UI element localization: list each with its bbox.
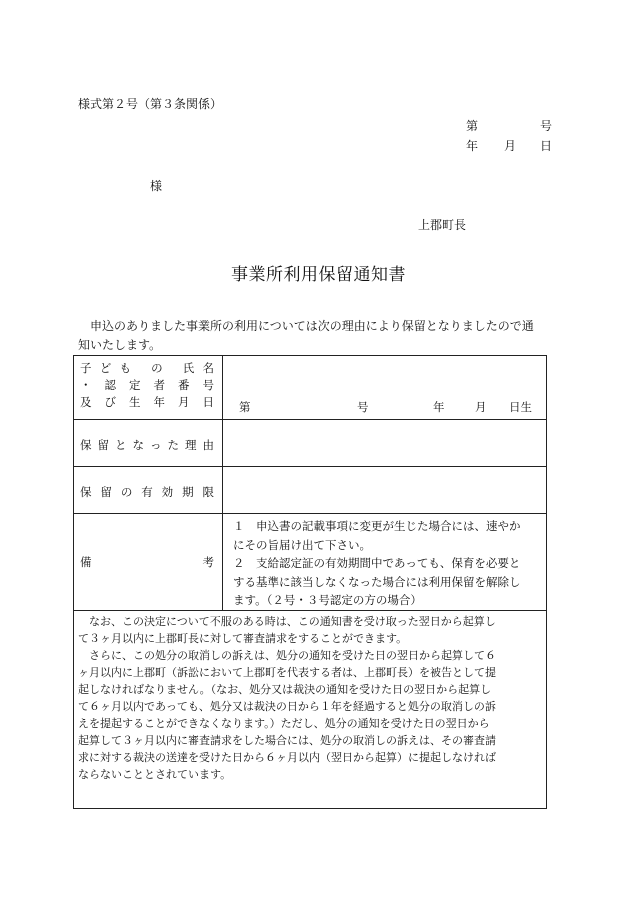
form-number: 様式第２号（第３条関係） xyxy=(78,97,223,111)
remarks-note-line: １ 申込書の記載事項に変更が生じた場合には、速やか xyxy=(233,519,521,533)
reason-field[interactable] xyxy=(223,420,547,467)
remarks-label-cell xyxy=(74,514,223,611)
cert-number-dai: 第 xyxy=(239,400,251,414)
cert-number-label: ・認定者番号 xyxy=(80,378,214,392)
remarks-label-left: 備 xyxy=(80,554,92,569)
appeal-line: ならないこととされています。 xyxy=(78,767,232,781)
table-row-child-info xyxy=(74,356,547,420)
appeal-line: 起算して３ヶ月以内に審査請求をした場合には、処分の取消しの訴えは、その審査請 xyxy=(78,733,496,747)
issuer-name: 上郡町長 xyxy=(418,218,467,232)
birth-year: 年 xyxy=(433,400,445,414)
appeal-line: ヶ月以内に上郡町（訴訟において上郡町を代表する者は、上郡町長）を被告として提 xyxy=(78,665,496,679)
remarks-note-line: ます。（２号・３号認定の方の場合） xyxy=(233,593,422,607)
reason-label-cell xyxy=(74,420,223,467)
addressee-suffix: 様 xyxy=(150,179,163,193)
doc-number-go: 号 xyxy=(540,119,553,133)
appeal-line: 求に対する裁決の送達を受けた日から６ヶ月以内（翌日から起算）に提起しなければ xyxy=(78,750,496,764)
reason-label: 保留となった理由 xyxy=(80,438,214,452)
notice-table xyxy=(73,355,547,809)
birth-day: 日生 xyxy=(509,400,532,414)
remarks-note-line: にその旨届け出て下さい。 xyxy=(233,537,371,552)
child-info-label xyxy=(74,356,223,420)
doc-date-year: 年 xyxy=(466,139,479,153)
appeal-line: さらに、この処分の取消しの訴えは、処分の通知を受けた日の翌日から起算して６ xyxy=(78,648,496,662)
table-row-remarks xyxy=(74,514,547,611)
appeal-line: なお、この決定について不服のある時は、この通知書を受け取った翌日から起算し xyxy=(78,614,496,628)
expiry-label: 保留の有効期限 xyxy=(80,485,214,499)
table-row-expiry xyxy=(74,467,547,514)
table-row-appeal-notice xyxy=(74,610,547,808)
doc-date-day: 日 xyxy=(540,139,553,153)
intro-line-1: 申込のありました事業所の利用については次の理由により保留となりましたので通 xyxy=(90,319,534,333)
appeal-line: 起しなければなりません。（なお、処分又は裁決の通知を受けた日の翌日から起算し xyxy=(78,682,492,696)
document-title: 事業所利用保留通知書 xyxy=(231,265,406,285)
birthdate-label: 及び生年月日 xyxy=(80,395,214,409)
child-name-label: 子ども の 氏名 xyxy=(80,361,214,375)
child-info-field[interactable] xyxy=(223,356,547,420)
birth-month: 月 xyxy=(475,400,487,414)
appeal-line: て３ヶ月以内に上郡町長に対して審査請求をすることができます。 xyxy=(78,631,408,645)
doc-date-month: 月 xyxy=(504,139,517,153)
expiry-label-cell xyxy=(74,467,223,514)
table-row-reason xyxy=(74,420,547,467)
appeal-line: えを提起することができなくなります。）ただし、処分の通知を受けた日の翌日から xyxy=(78,716,490,730)
remarks-note-line: ２ 支給認定証の有効期間中であっても、保育を必要と xyxy=(233,556,521,570)
remarks-note-line: する基準に該当しなくなった場合には利用保留を解除し xyxy=(233,574,521,589)
remarks-label-right: 考 xyxy=(202,554,214,569)
appeal-notice xyxy=(74,610,547,808)
intro-line-2: 知いたします。 xyxy=(78,338,162,352)
cert-number-go: 号 xyxy=(357,400,369,414)
expiry-field[interactable] xyxy=(223,467,547,514)
remarks-notes xyxy=(223,514,547,611)
appeal-line: て６ヶ月以内であっても、処分又は裁決の日から１年を経過すると処分の取消しの訴 xyxy=(78,699,496,713)
doc-number-dai: 第 xyxy=(466,119,479,133)
